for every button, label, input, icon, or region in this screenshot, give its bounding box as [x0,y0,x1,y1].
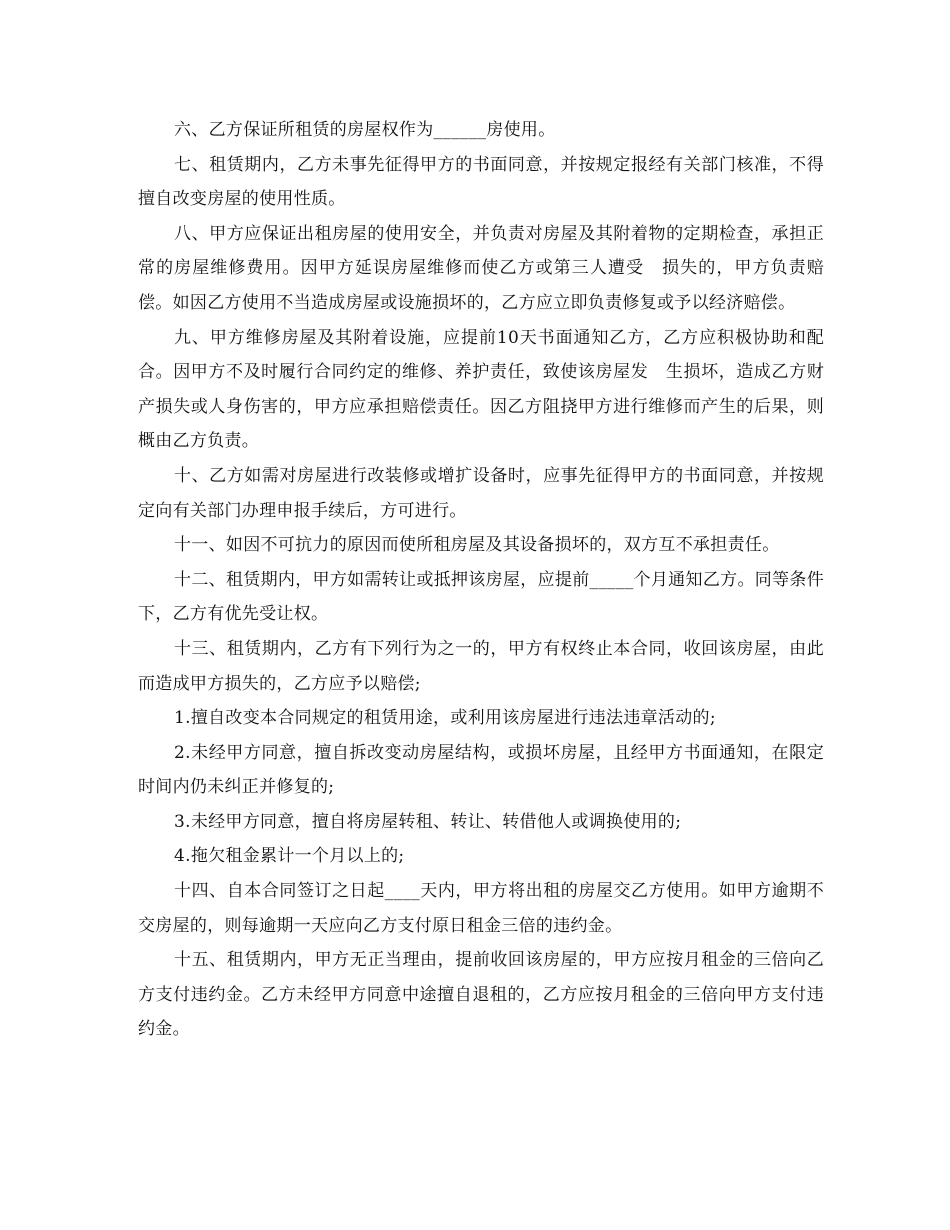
clause-13: 十三、租赁期内，乙方有下列行为之一的，甲方有权终止本合同，收回该房屋，由此而造成甲方损失的，乙方应予以赔偿; [138,638,824,694]
clause-13-item-4: 4.拖欠租金累计一个月以上的; [174,846,405,867]
clause-13-item-3: 3.未经甲方同意，擅自将房屋转租、转让、转借他人或调换使用的; [174,811,682,832]
clause-7: 七、租赁期内，乙方未事先征得甲方的书面同意，并按规定报经有关部门核准，不得擅自改变房屋的使用性质。 [138,154,824,210]
clause-13-item-2: 2.未经甲方同意，擅自拆改变动房屋结构，或损坏房屋，且经甲方书面通知，在限定时间内仍未纠正并修复的; [138,742,824,798]
clause-8: 八、甲方应保证出租房屋的使用安全，并负责对房屋及其附着物的定期检查，承担正常的房屋维修费用。因甲方延误房屋维修而使乙方或第三人遭受 损失的，甲方负责赔偿。如因乙方使用不当造成房屋或设施损坏的，乙方应立即负责修复或予以经济赔偿。 [138,223,824,313]
clause-9: 九、甲方维修房屋及其附着设施，应提前10天书面通知乙方，乙方应积极协助和配合。因甲方不及时履行合同约定的维修、养护责任，致使该房屋发 生损坏，造成乙方财产损失或人身伤害的，甲方应承担赔偿责任。因乙方阻挠甲方进行维修而产生的后果，则概由乙方负责。 [138,327,824,452]
clause-14: 十四、自本合同签订之日起____天内，甲方将出租的房屋交乙方使用。如甲方逾期不交房屋的，则每逾期一天应向乙方支付原日租金三倍的违约金。 [138,881,824,936]
clause-13-item-1: 1.擅自改变本合同规定的租赁用途，或利用该房屋进行违法违章活动的; [174,708,716,729]
clause-15: 十五、租赁期内，甲方无正当理由，提前收回该房屋的，甲方应按月租金的三倍向乙方支付违约金。乙方未经甲方同意中途擅自退租的，乙方应按月租金的三倍向甲方支付违约金。 [138,950,824,1040]
clause-10: 十、乙方如需对房屋进行改装修或增扩设备时，应事先征得甲方的书面同意，并按规定向有关部门办理申报手续后，方可进行。 [138,465,824,521]
clause-12: 十二、租赁期内，甲方如需转让或抵押该房屋，应提前_____个月通知乙方。同等条件下，乙方有优先受让权。 [138,569,824,625]
clause-6: 六、乙方保证所租赁的房屋权作为______房使用。 [174,120,556,140]
clause-11: 十一、如因不可抗力的原因而使所租房屋及其设备损坏的，双方互不承担责任。 [174,535,780,556]
document-page [138,113,824,1047]
